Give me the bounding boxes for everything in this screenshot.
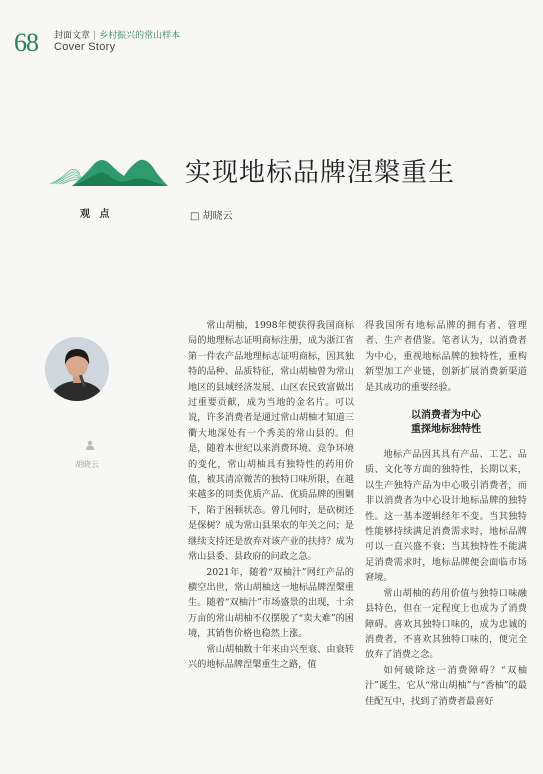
paragraph: 2021年，随着“双柚汁”网红产品的横空出世，常山胡柚这一地标品牌涅槃重生。随着“双柚汁”市场盛景的出现，十余万亩的常山胡柚不仅摆脱了“卖大难”的困境，其销售价格也稳然上涨。 [188, 566, 354, 640]
author-portrait-icon [45, 337, 109, 401]
paragraph: 地标产品因其具有产品、工艺、品质、文化等方面的独特性，长期以来，以生产独特产品为中心吸引消费者，而非以消费者为中心设计地标品牌的独特性。这一基本逻辑经年不变。当其独特性能够持续满足消费需求时，地标品牌可以一直兴盛不衰；当其独特性不能满足消费需求时，地标品牌便会面临市场窘境。 [365, 449, 527, 584]
author-person-icon [85, 440, 95, 450]
subheading-line-2: 重探地标独特性 [411, 424, 481, 436]
article-column-1 [188, 318, 354, 672]
section-subheading [365, 409, 527, 437]
mountain-logo-icon [50, 150, 168, 190]
author-avatar [45, 337, 109, 401]
paragraph: 常山胡柚数十年来由兴至衰、由衰转兴的地标品牌涅槃重生之路，值 [188, 643, 354, 670]
article-title: 实现地标品牌涅槃重生 [185, 158, 456, 188]
paragraph: 常山胡柚，1998年便获得我国商标局的地理标志证明商标注册，成为浙江省第一件农产品地理标志证明商标，因其独特的品种、品质特征，常山胡柚曾为常山地区的县域经济发展、山区农民致富做出过重要贡献，成为当地的金名片。可以说，许多消费者是通过常山胡柚才知道三衢大地深处有一个秀美的常山县的。但是，随着本世纪以来消费环境、竞争环境的变化，常山胡柚具有独特性的药用价值，被其清凉微苦的独特口味所限，在越来越多的同类优质产品、优质品牌的围剿下，陷于困顿状态。曾几何时，是砍树还是保树？成为常山县果农的年关之问；是继续支持还是放弃对该产业的扶持？成为常山县委、县政府的问政之急。 [188, 320, 354, 563]
column-label: 观 点 [80, 209, 113, 220]
paragraph: 如何破除这一消费障碍？“双柚汁”诞生，它从“常山胡柚”与“香柚”的最佳配互中，找到了消费者最喜好 [365, 664, 527, 707]
author-caption: 胡晓云 [75, 460, 99, 469]
section-title: 封面文章 [54, 31, 91, 41]
paragraph: 常山胡柚的药用价值与独特口味融县特色，但在一定程度上也成为了消费障碍。喜欢其独特口味的，成为忠诚的消费者，不喜欢其独特口味的，便完全放弃了消费之念。 [365, 587, 527, 661]
section-separator: | [93, 31, 97, 41]
section-label [54, 28, 180, 41]
paragraph: 得我国所有地标品牌的拥有者、管理者、生产者借鉴。笔者认为，以消费者为中心，重视地标品牌的独特性，重构新型加工产业链，创新扩展消费新渠道是其成功的重要经验。 [365, 320, 527, 393]
subheading-line-1: 以消费者为中心 [411, 410, 481, 422]
page-header [14, 22, 314, 62]
section-subtitle: 乡村振兴的常山样本 [99, 31, 181, 41]
article-column-2 [365, 318, 527, 709]
page-number: 68 [14, 28, 38, 57]
section-title-english: Cover Story [54, 41, 116, 53]
article-byline: □ 胡晓云 [190, 211, 233, 222]
